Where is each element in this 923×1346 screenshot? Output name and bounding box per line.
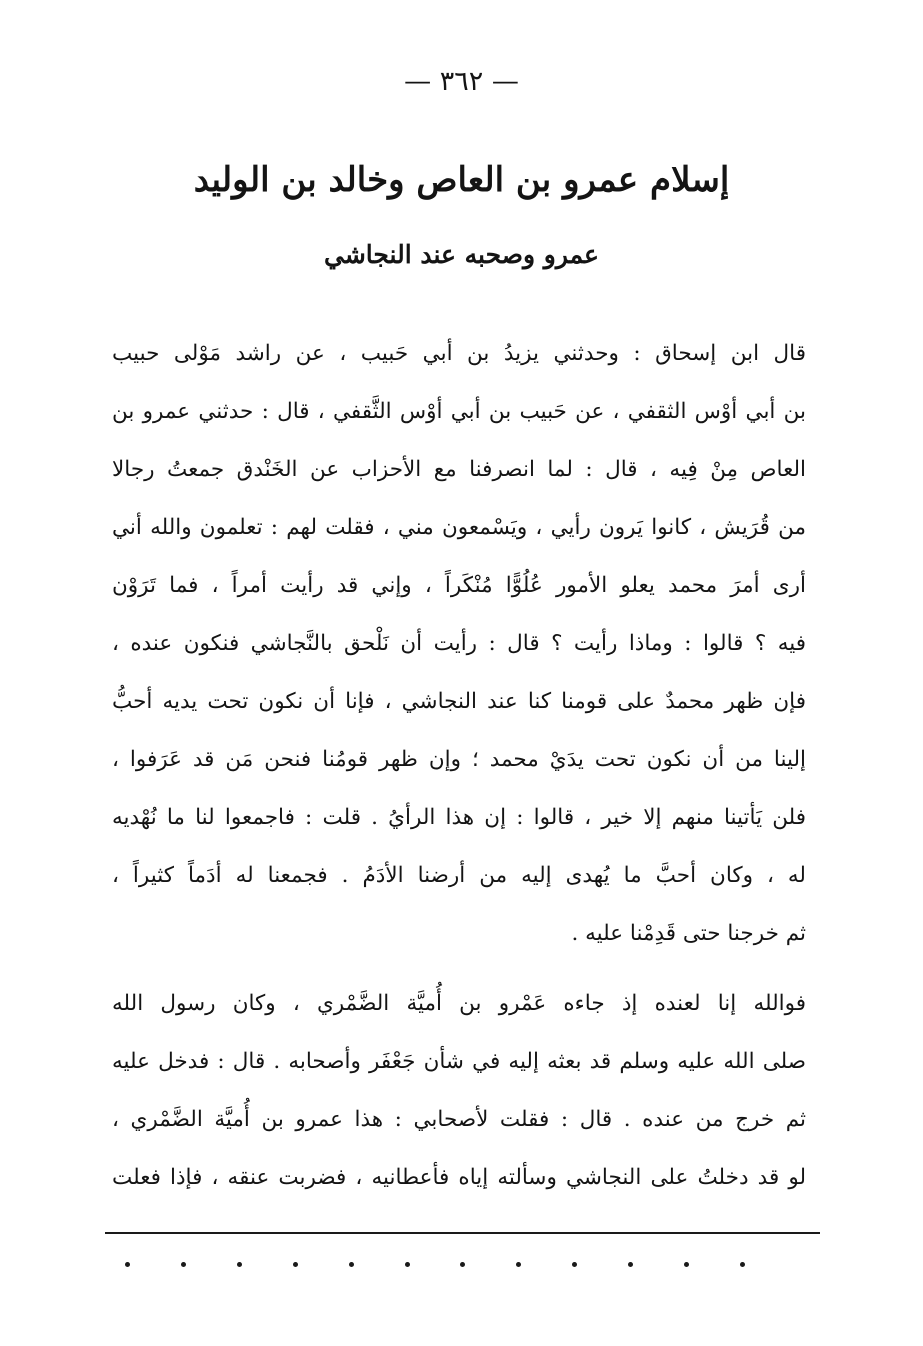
chapter-title: إسلام عمرو بن العاص وخالد بن الوليد	[193, 160, 730, 200]
page-number: — ٣٦٢ —	[404, 66, 519, 97]
text-line: لو قد دخلتُ على النجاشي وسألته إياه فأعطانيه ، فضربت عنقه ، فإذا فعلت	[112, 1165, 806, 1190]
text-line: قال ابن إسحاق : وحدثني يزيدُ بن أبي حَبيب ، عن راشد مَوْلى حبيب	[112, 341, 806, 366]
footnote-divider	[105, 1232, 820, 1234]
dot	[684, 1262, 689, 1267]
text-line: العاص مِنْ فِيه ، قال : لما انصرفنا مع الأحزاب عن الخَنْدق جمعتُ رجالا	[112, 457, 806, 482]
dot	[628, 1262, 633, 1267]
dot	[349, 1262, 354, 1267]
text-line: ثم خرجنا حتى قَدِمْنا عليه .	[571, 921, 806, 946]
text-line: بن أبي أوْس الثقفي ، عن حَبيب بن أبي أوْس الثَّقفي ، قال : حدثني عمرو بن	[112, 399, 806, 424]
dot	[181, 1262, 186, 1267]
paragraph-1	[112, 325, 806, 963]
dot	[125, 1262, 130, 1267]
text-line: فلن يَأتينا منهم إلا خير ، قالوا : إن هذا الرأيُ . قلت : فاجمعوا لنا ما نُهْديه	[112, 805, 806, 830]
text-line: فيه ؟ قالوا : وماذا رأيت ؟ قال : رأيت أن نَلْحق بالنَّجاشي فنكون عنده ،	[112, 631, 806, 656]
text-line: من قُرَيش ، كانوا يَرون رأيي ، ويَسْمعون مني ، فقلت لهم : تعلمون والله أني	[112, 515, 806, 540]
paragraph-2	[112, 975, 806, 1207]
dot	[293, 1262, 298, 1267]
text-line: فإن ظهر محمدٌ على قومنا كنا عند النجاشي ، فإنا أن نكون تحت يديه أحبُّ	[112, 689, 806, 714]
dot	[460, 1262, 465, 1267]
dot	[237, 1262, 242, 1267]
text-line: إلينا من أن نكون تحت يدَيْ محمد ؛ وإن ظهر قومُنا فنحن مَن قد عَرَفوا ،	[112, 747, 806, 772]
dot	[572, 1262, 577, 1267]
text-line: له ، وكان أحبَّ ما يُهدى إليه من أرضنا الأدَمُ . فجمعنا له أدَماً كثيراً ،	[112, 863, 806, 888]
dot	[740, 1262, 745, 1267]
text-line: صلى الله عليه وسلم قد بعثه إليه في شأن جَعْفَر وأصحابه . قال : فدخل عليه	[112, 1049, 806, 1074]
elision-dots	[125, 1262, 745, 1267]
dot	[405, 1262, 410, 1267]
text-line: أرى أمرَ محمد يعلو الأمور عُلُوًّا مُنْكَراً ، وإني قد رأيت أمراً ، فما تَرَوْن	[112, 573, 806, 598]
text-line: ثم خرج من عنده . قال : فقلت لأصحابي : هذا عمرو بن أُميَّة الضَّمْري ،	[112, 1107, 806, 1132]
section-subtitle: عمرو وصحبه عند النجاشي	[324, 240, 599, 269]
text-line: فوالله إنا لعنده إذ جاءه عَمْرو بن أُميَّة الضَّمْري ، وكان رسول الله	[112, 991, 806, 1016]
dot	[516, 1262, 521, 1267]
